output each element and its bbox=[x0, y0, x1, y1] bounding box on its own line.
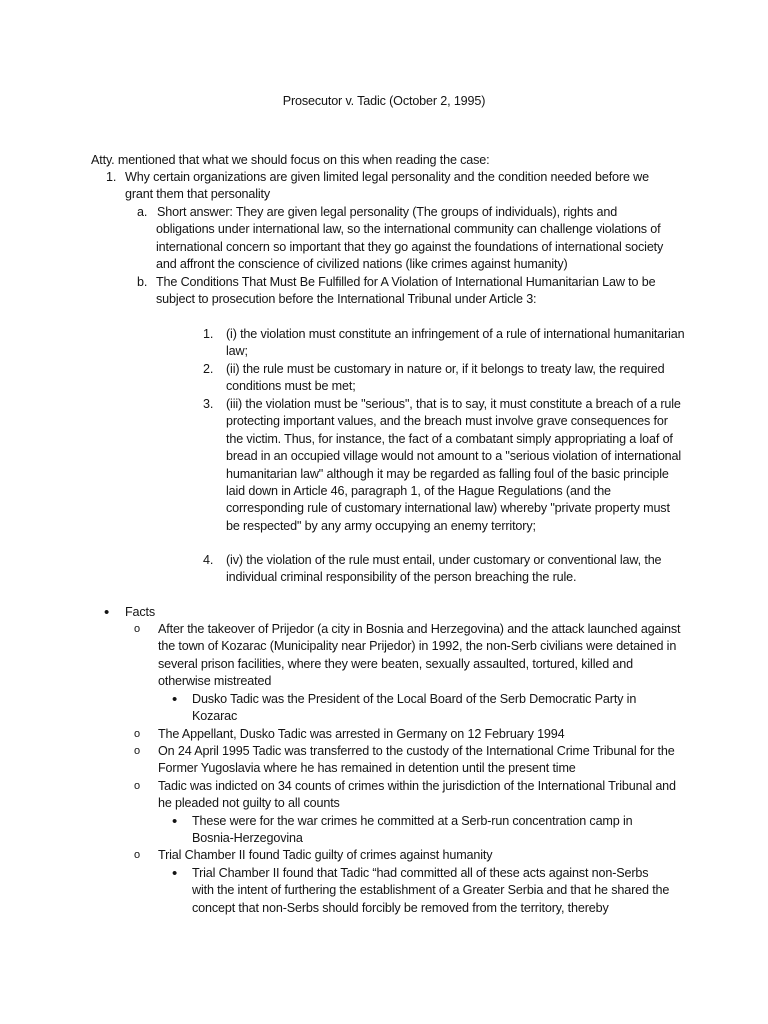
fact-text: Trial Chamber II found Tadic guilty of crimes against humanity bbox=[158, 848, 493, 862]
hollow-bullet-icon: o bbox=[134, 849, 140, 861]
list-number: 1. bbox=[106, 170, 117, 184]
fact-text: After the takeover of Prijedor (a city in Bosnia and Herzegovina) and the attack launched against the town of Kozarac (Municipality near Prijedor) in 1992, the non-Serb civilians were detained in several prison facilities, where they were beaten, sexually assaulted, tortured, killed and otherwise mistreated bbox=[158, 622, 681, 689]
fact-detail-text: These were for the war crimes he committed at a Serb-run concentration camp in Bosnia-Herzegovina bbox=[192, 814, 633, 846]
document-title: Prosecutor v. Tadic (October 2, 1995) bbox=[282, 94, 486, 108]
facts-heading: Facts bbox=[125, 605, 156, 619]
bullet-icon: • bbox=[172, 813, 178, 830]
condition-text: (ii) the rule must be customary in nature or, if it belongs to treaty law, the required conditions must be met; bbox=[226, 362, 665, 394]
fact-detail-text: Trial Chamber II found that Tadic “had committed all of these acts against non-Serbs with the intent of furthering the establishment of a Greater Serbia and that he shared the concept that non-Serbs should forcibly be removed from the territory, thereby bbox=[192, 866, 670, 915]
hollow-bullet-icon: o bbox=[134, 745, 140, 757]
list-number: 3. bbox=[203, 397, 214, 411]
bullet-icon: • bbox=[104, 604, 110, 621]
conditions-intro-text: The Conditions That Must Be Fulfilled for A Violation of International Humanitarian Law to be subject to prosecution before the International Tribunal under Article 3: bbox=[156, 275, 656, 307]
condition-text: (iv) the violation of the rule must entail, under customary or conventional law, the individual criminal responsibility of the person breaching the rule. bbox=[226, 553, 662, 585]
list-number: 4. bbox=[203, 553, 214, 567]
fact-text: The Appellant, Dusko Tadic was arrested in Germany on 12 February 1994 bbox=[158, 727, 565, 741]
bullet-icon: • bbox=[172, 865, 178, 882]
list-number: 1. bbox=[203, 327, 214, 341]
list-letter: a. bbox=[137, 205, 148, 219]
condition-text: (i) the violation must constitute an infringement of a rule of international humanitarian law; bbox=[226, 327, 685, 359]
hollow-bullet-icon: o bbox=[134, 728, 140, 740]
bullet-icon: • bbox=[172, 691, 178, 708]
list-letter: b. bbox=[137, 275, 148, 289]
fact-detail-text: Dusko Tadic was the President of the Local Board of the Serb Democratic Party in Kozarac bbox=[192, 692, 637, 724]
intro-paragraph: Atty. mentioned that what we should focus on this when reading the case: bbox=[91, 153, 490, 167]
fact-text: On 24 April 1995 Tadic was transferred to the custody of the International Crime Tribunal for the Former Yugoslavia where he has remained in detention until the present time bbox=[158, 744, 675, 776]
list-number: 2. bbox=[203, 362, 214, 376]
hollow-bullet-icon: o bbox=[134, 780, 140, 792]
condition-text: (iii) the violation must be "serious", that is to say, it must constitute a breach of a rule protecting important values, and the breach must involve grave consequences for the victim. Thus, for instance, the fact of a combatant simply appropriating a loaf of bread in an occupied village would not amount to a "serious violation of international humanitarian law" although it may be regarded as falling foul of the basic principle laid down in Article 46, paragraph 1, of the Hague Regulations (and the corresponding rule of customary international law) whereby "private property must be respected" by any army occupying an enemy territory; bbox=[226, 397, 682, 533]
short-answer-text: Short answer: They are given legal personality (The groups of individuals), rights and obligations under international law, so the international community can challenge violations of international concern so important that they go against the foundations of international society and affront the conscience of civilized nations (like crimes against humanity) bbox=[156, 205, 664, 272]
fact-text: Tadic was indicted on 34 counts of crimes within the jurisdiction of the International Tribunal and he pleaded not guilty to all counts bbox=[158, 779, 676, 811]
question-text: Why certain organizations are given limited legal personality and the condition needed before we grant them that personality bbox=[125, 170, 649, 202]
hollow-bullet-icon: o bbox=[134, 623, 140, 635]
